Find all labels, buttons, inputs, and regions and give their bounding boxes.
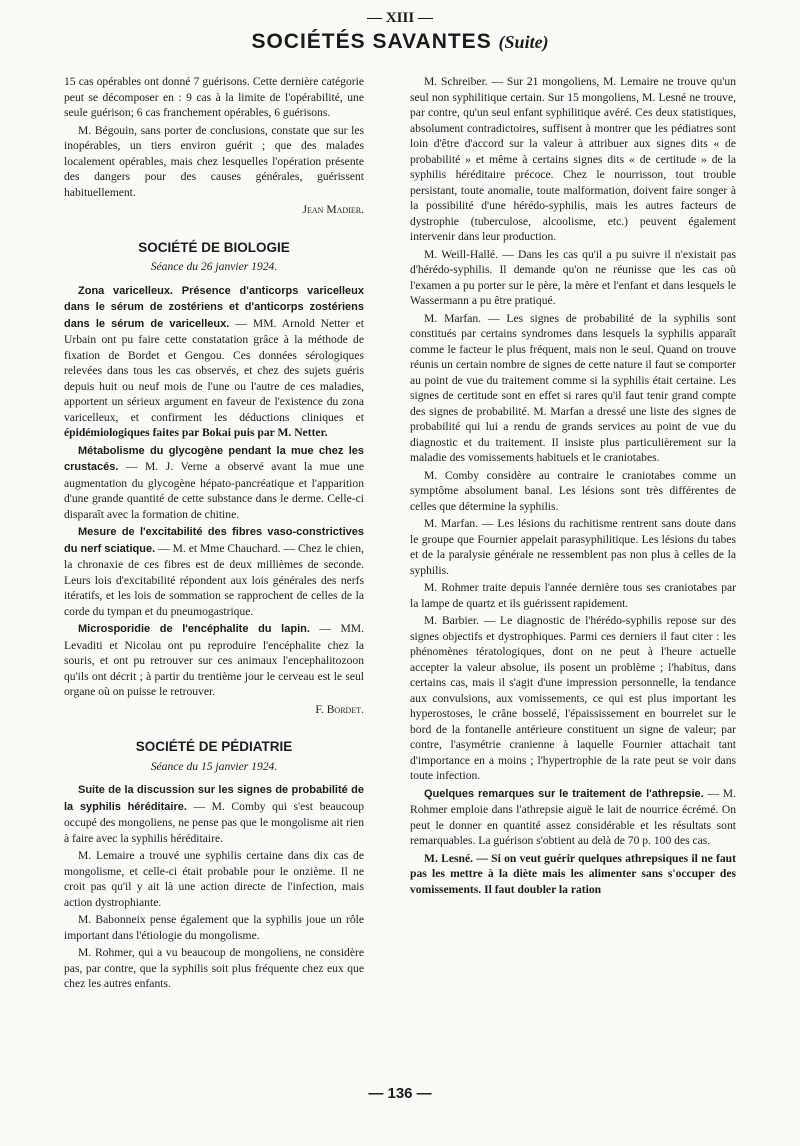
- left-column: [64, 74, 364, 994]
- paragraph: M. Marfan. — Les signes de probabilité de la syphilis sont constitués par certains syndromes dans lesquels la syphilis apparaît comme le facteur le plus fréquent, mais non le seul. Quand on trouve réunis un certain nombre de signes de cette nature il faut se comporter au point de vue du traitement comme si la syphilis était certaine. Les signes de certitude sont en effet si rares qu'il faut tenir grand compte des signes de probabilité. M. Marfan a dressé une liste des signes de probabilité qui lui a rendu de grands services au point de vue du diagnostic et du traitement. Il insiste plus particulièrement sur la maladie des vomissements habituels et le craniotabes.: [410, 311, 736, 464]
- paragraph: 15 cas opérables ont donné 7 guérisons. Cette dernière catégorie peut se décomposer en : 9 cas à la limite de l'opérabilité, une seule guérison; 6 cas franchement opérables, 6 guérisons.: [64, 75, 364, 119]
- signature: Jean Madier.: [302, 203, 364, 216]
- title-text: SOCIÉTÉS SAVANTES: [251, 30, 492, 53]
- paragraph: M. Lemaire a trouvé une syphilis certaine dans dix cas de mongolisme, et celle-ci était probable pour le onzième. Il ne croit pas qu'il y ait là une action directe de l'infection, mais action dystrophiante.: [64, 849, 364, 909]
- entry-heading: Mesure de l'excitabilité des fibres vaso-constrictives du nerf sciatique.: [64, 526, 364, 555]
- session-date: Séance du 26 janvier 1924.: [150, 260, 278, 273]
- entry-suite-discussion: [64, 782, 364, 846]
- entry-body: — M. Comby qui s'est beaucoup occupé des mongoliens, ne pense pas que le mongolisme ait rien à faire avec la syphilis héréditaire.: [64, 799, 364, 845]
- entry-heading: Microsporidie de l'encéphalite du lapin.: [78, 623, 310, 635]
- paragraph: M. Lesné. — Si on veut guérir quelques athrepsiques il ne faut pas les mettre à la diète mais les alimenter sans s'occuper des vomissements. Il faut doubler la ration: [410, 851, 736, 896]
- paragraph: M. Comby considère au contraire le craniotabes comme un symptôme absolument banal. Les lésions sont très différentes de celles que détermine la syphilis.: [410, 468, 736, 513]
- page-number: — 136 —: [368, 1085, 432, 1102]
- entry-body-bold: épidémiologiques faites par Bokai puis par M. Netter.: [64, 426, 328, 439]
- entry-zona: [64, 283, 364, 441]
- entry-body: — M. Rohmer emploie dans l'athrepsie aiguë le lait de nourrice écrémé. On peut le donner en quantité assez considérable et les résultats sont remarquables. La guérison s'obtient au delà de 70 p. 100 des cas.: [410, 786, 737, 847]
- section-title-biologie: SOCIÉTÉ DE BIOLOGIE: [138, 239, 290, 255]
- entry-body: — M. et Mme Chauchard. — Chez le chien, la chronaxie de ces fibres est de deux millièmes de seconde. Leurs lois d'excitabilité répondent aux lois générales des nerfs itératifs, et les lois de sommation se rapprochent de celles de la corde du tympan et du pneumogastrique.: [64, 541, 364, 618]
- section-title-pediatrie: SOCIÉTÉ DE PÉDIATRIE: [135, 739, 293, 754]
- paragraph: M. Bégouin, sans porter de conclusions, constate que sur les inopérables, un tiers environ guérit ; que des malades localement opérables, mais chez lesquelles l'opération présente des dangers pour des causes générales, guérissent habituellement.: [64, 123, 364, 199]
- paragraph: M. Babonneix pense également que la syphilis joue un rôle important dans l'étiologie du mongolisme.: [64, 913, 364, 942]
- entry-heading: Suite de la discussion sur les signes de probabilité de la syphilis héréditaire.: [64, 784, 364, 813]
- entry-heading: Quelques remarques sur le traitement de l'athrepsie.: [424, 787, 704, 800]
- title-suffix: (Suite): [498, 32, 549, 52]
- entry-body: — M. J. Verne a observé avant la mue une augmentation du glycogène hépato-pancréatique et l'apparition d'une grande quantité de cette substance dans le derme. Celle-ci disparaît avec la formation de chitine.: [64, 460, 364, 521]
- entry-body: — MM. Arnold Netter et Urbain ont pu faire cette constatation grâce à la méthode de fixation de Bordet et Gengou. Ces données sérologiques relevées dans tous les cas observés, et chez des sujets guéris depuis huit ou neuf mois de l'une ou l'autre de ces maladies, apportent un sérieux argument en faveur de l'existence du zona varicelleux, et confirment les déductions cliniques et: [64, 316, 364, 424]
- right-column: [410, 74, 736, 899]
- paragraph: M. Weill-Hallé. — Dans les cas qu'il a pu suivre il n'existait pas d'hérédo-syphilis. Il demande qu'on ne réunisse que les cas où l'examen a pu porter sur le père, la mère et l'enfant et dans lesquels le Wassermann a pu être pratiqué.: [410, 247, 736, 307]
- paragraph: M. Marfan. — Les lésions du rachitisme rentrent sans doute dans le groupe que Fournier appelait parasyphilitique. Les lésions du tabes et de la paralysie générale ne ressemblent pas non plus à celles de la syphilis.: [410, 517, 736, 577]
- entry-heading: Zona varicelleux. Présence d'anticorps varicelleux dans le sérum de zostériens et d'anticorps zostériens dans le sérum de varicelleux.: [64, 284, 364, 330]
- page-numeral: — XIII —: [367, 10, 433, 26]
- entry-heading: Métabolisme du glycogène pendant la mue chez les crustacés.: [64, 444, 364, 473]
- page-title: [0, 30, 800, 54]
- entry-athrepsie: [410, 786, 736, 849]
- entry-metabolisme: [64, 443, 364, 523]
- signature: F. Bordet.: [315, 702, 364, 716]
- paragraph: M. Schreiber. — Sur 21 mongoliens, M. Lemaire ne trouve qu'un seul non syphilitique certain. Sur 15 mongoliens, M. Lesné ne trouve, par contre, qu'un seul enfant syphilitique avéré. Ces deux statistiques, absolument contradictoires, suffisent à montrer que les pédiatres sont loin d'être d'accord sur la valeur à attribuer aux signes dits « de probabilité » et même à certains signes dits « de certitude » de la syphilis héréditaire précoce. Chez le nourrisson, tout trouble persistant, toute anomalie, toute malformation, doivent faire songer à la possibilité d'une hérédo-syphilis, mais les autres facteurs de dystrophie (tuberculose, alcoolisme, etc.) peuvent également intervenir dans leur production.: [410, 75, 736, 243]
- session-date: Séance du 15 janvier 1924.: [150, 759, 278, 773]
- entry-body: — MM. Levaditi et Nicolau ont pu reproduire l'encéphalite chez la souris, et ont pu retrouver sur ces animaux l'encephalitozoon qu'ils ont décrit ; à partir du trentième jour le cerveau est le seul organe où on puisse le retrouver.: [64, 622, 364, 698]
- paragraph: M. Barbier. — Le diagnostic de l'hérédo-syphilis repose sur des signes objectifs et dystrophiques. Parmi ces derniers il faut citer : les phénomènes tératologiques, dont on ne peut à l'heure actuelle accepter la valeur absolue, ils posent un problème ; l'habitus, dans certains cas, mais il s'agit d'une impression personnelle, la tendance aux convulsions, aux vomissements, ce qui est plus important les hyperostoses, le crâne bosselé, l'épaississement en bourrelet sur le bord de la fontanelle antérieure constituent un signe de valeur; par contre, l'asymétrie cranienne à laquelle Fournier attachait tant d'importance en a moins ; l'hypertrophie de la rate peut se voir dans toute infection.: [410, 614, 736, 782]
- paragraph: M. Rohmer, qui a vu beaucoup de mongoliens, ne considère pas, par contre, que la syphilis soit plus fréquente chez eux que chez les autres enfants.: [64, 946, 364, 990]
- entry-microsporidie: [64, 621, 364, 700]
- paragraph: M. Rohmer traite depuis l'année dernière tous ses craniotabes par la lampe de quartz et ils guérissent rapidement.: [410, 581, 736, 610]
- entry-excitabilite: [64, 524, 364, 619]
